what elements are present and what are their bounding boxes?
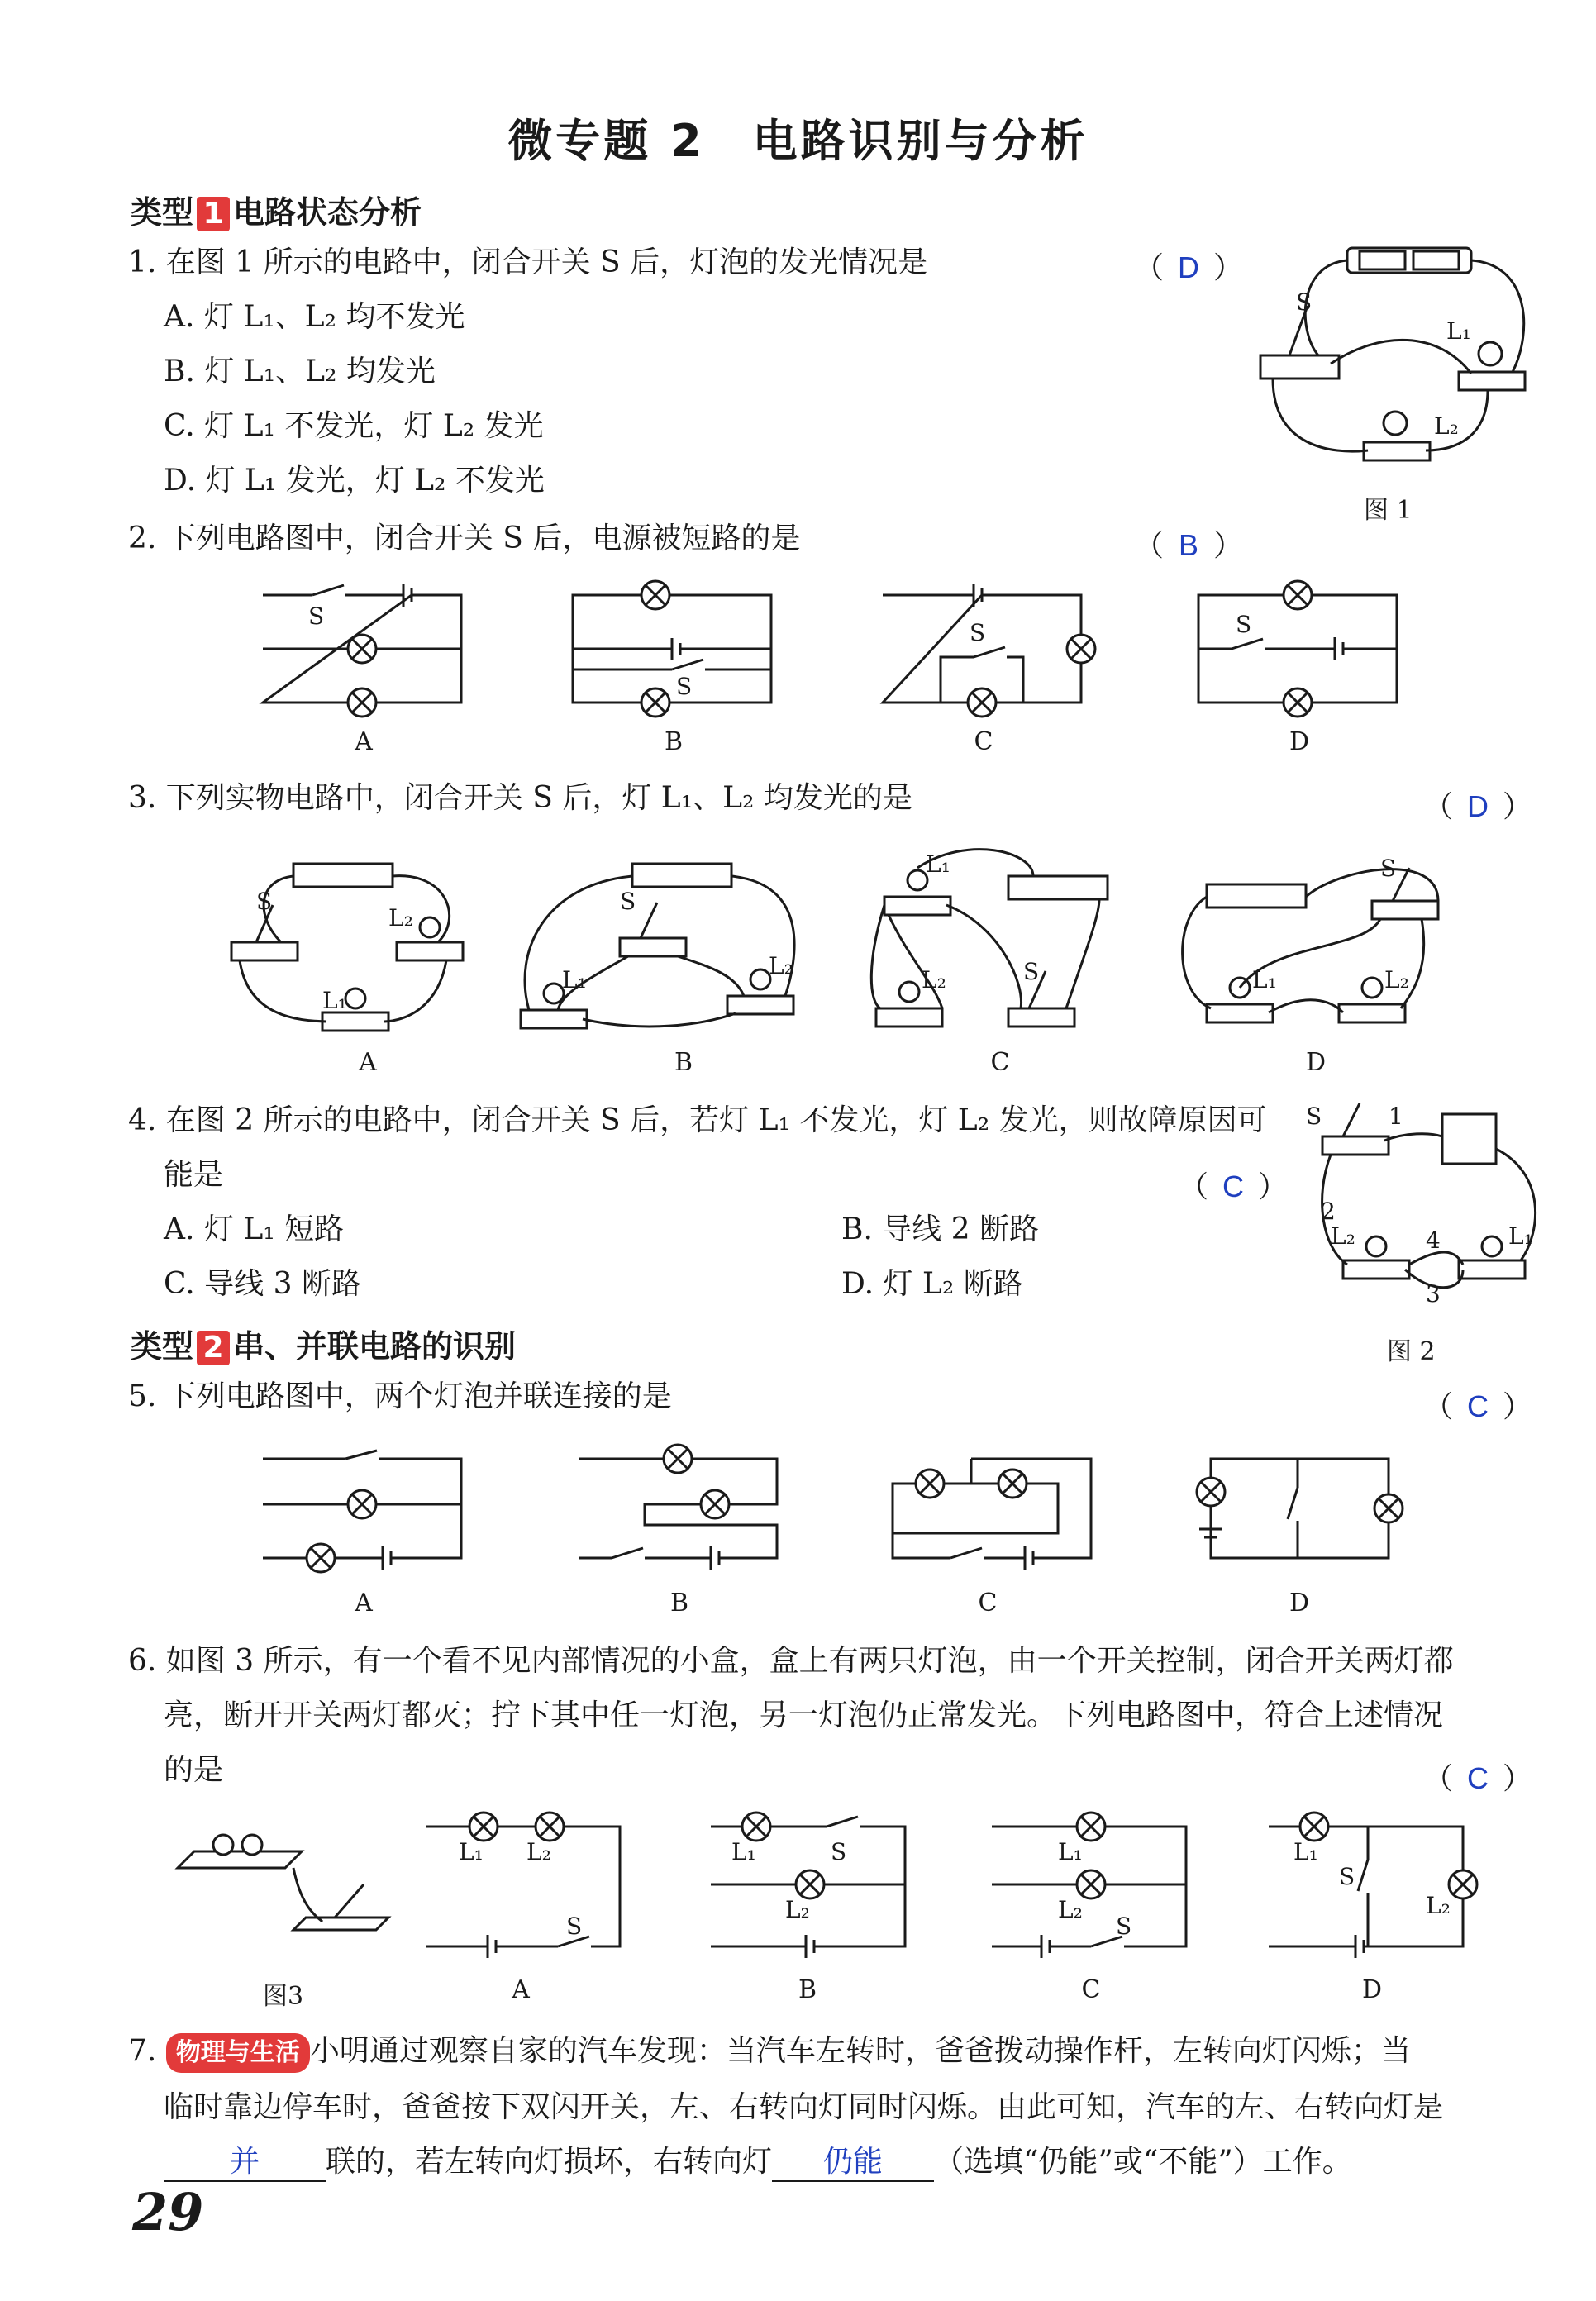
q6-stem-line2: 亮，断开开关两灯都灭；拧下其中任一灯泡，另一灯泡仍正常发光。下列电路图中，符合上述情况 <box>164 1698 1444 1732</box>
lamp-icon <box>1077 1813 1105 1841</box>
label-wire-3: 3 <box>1426 1280 1441 1308</box>
lamp-icon <box>348 635 376 663</box>
label-l1: L₁ <box>459 1838 484 1865</box>
label-l2: L₂ <box>769 952 793 979</box>
q4-answer: （ C ） <box>1179 1170 1289 1204</box>
type2-badge: 2 <box>197 1331 230 1365</box>
q4-option-b: B. 导线 2 断路 <box>841 1212 1040 1246</box>
q5-stem: 5. 下列电路图中，两个灯泡并联连接的是 <box>128 1379 672 1413</box>
q1-figure <box>1248 231 1537 496</box>
q5-answer: （ C ） <box>1423 1389 1533 1424</box>
label-l2: L₂ <box>1384 966 1409 993</box>
lamp-icon <box>536 1813 564 1841</box>
q5-circuit-c <box>893 1451 1099 1599</box>
lamp-icon <box>348 1490 376 1518</box>
q6-circuit-b <box>711 1822 909 1963</box>
q3-circuit-a <box>223 851 471 1050</box>
q2-caption-b: B <box>664 727 684 756</box>
q6-answer: （ C ） <box>1423 1761 1533 1796</box>
q2-caption-c: C <box>974 727 993 756</box>
label-l1: L₁ <box>322 987 347 1014</box>
label-s: S <box>256 888 273 915</box>
label-s: S <box>308 603 325 630</box>
q2-caption-a: A <box>355 727 373 756</box>
q6-stem-line1: 6. 如图 3 所示，有一个看不见内部情况的小盒，盒上有两只灯泡，由一个开关控制，闭合开关两灯都 <box>128 1644 1454 1678</box>
label-s: S <box>620 888 636 915</box>
label-l2: L₂ <box>1058 1896 1083 1923</box>
label-s: S <box>1236 611 1252 638</box>
lamp-icon <box>742 1813 770 1841</box>
label-s: S <box>1339 1863 1355 1890</box>
q1-option-b: B. 灯 L₁、L₂ 均发光 <box>164 355 436 388</box>
label-l2: L₂ <box>388 904 413 931</box>
label-wire-1: 1 <box>1389 1103 1403 1130</box>
q6-circuit-d <box>1269 1822 1467 1963</box>
fig3-caption: 图3 <box>263 1982 304 2011</box>
label-l1: L₁ <box>1252 966 1277 993</box>
q2-circuit-a <box>263 579 469 727</box>
q3-caption-a: A <box>359 1048 377 1077</box>
q6-caption-b: B <box>798 1975 817 2004</box>
lamp-icon <box>1284 581 1312 609</box>
lamp-icon <box>1284 688 1312 717</box>
label-l1: L₁ <box>1293 1838 1318 1865</box>
lamp-icon <box>1077 1870 1105 1898</box>
q3-caption-c: C <box>990 1048 1010 1077</box>
label-s: S <box>676 673 693 700</box>
label-l2: L₂ <box>922 966 946 993</box>
fig1-caption: 图 1 <box>1364 496 1413 525</box>
q5-caption-d: D <box>1289 1589 1310 1617</box>
label-s: S <box>566 1913 583 1940</box>
q6-figure-box <box>178 1835 393 1959</box>
lamp-icon <box>916 1470 944 1498</box>
battery-icon <box>1347 248 1471 273</box>
q2-circuit-b <box>573 579 779 727</box>
q1-option-a: A. 灯 L₁、L₂ 均不发光 <box>164 300 465 334</box>
label-s: S <box>1380 855 1397 882</box>
q4-option-a: A. 灯 L₁ 短路 <box>164 1212 345 1246</box>
q6-caption-c: C <box>1081 1975 1101 2004</box>
q3-circuit-d <box>1174 851 1446 1050</box>
q4-option-c: C. 导线 3 断路 <box>164 1267 361 1301</box>
q3-caption-b: B <box>674 1048 693 1077</box>
q3-circuit-c <box>868 835 1116 1050</box>
q7-line3: 并 联的，若左转向灯损坏，右转向灯 仍能 （选填“仍能”或“不能”）工作。 <box>164 2144 1352 2182</box>
q6-stem-line3: 的是 <box>164 1753 224 1787</box>
lamp-icon <box>1449 1870 1477 1898</box>
label-l2: L₂ <box>785 1896 810 1923</box>
q7-line1: 7. 物理与生活 小明通过观察自家的汽车发现：当汽车左转时，爸爸拨动操作杆，左转向灯闪烁；当 <box>128 2033 1411 2073</box>
lamp-icon <box>998 1470 1027 1498</box>
q4-stem-line1: 4. 在图 2 所示的电路中，闭合开关 S 后，若灯 L₁ 不发光，灯 L₂ 发光，则故障原因可 <box>128 1103 1267 1137</box>
q2-circuit-d <box>1198 579 1405 727</box>
q4-option-d: D. 灯 L₂ 断路 <box>841 1267 1023 1301</box>
q1-answer: （ D ） <box>1134 250 1244 285</box>
label-l2: L₂ <box>526 1838 551 1865</box>
q2-answer: （ B ） <box>1134 528 1244 563</box>
label-wire-2: 2 <box>1321 1198 1336 1225</box>
fig2-caption: 图 2 <box>1387 1337 1436 1366</box>
q4-stem-line2: 能是 <box>164 1158 224 1192</box>
q2-caption-d: D <box>1289 727 1310 756</box>
lamp-l2-icon <box>1364 412 1430 460</box>
label-s: S <box>1116 1913 1132 1940</box>
q5-circuit-b <box>579 1451 785 1599</box>
q2-stem: 2. 下列电路图中，闭合开关 S 后，电源被短路的是 <box>128 522 801 555</box>
q3-stem: 3. 下列实物电路中，闭合开关 S 后，灯 L₁、L₂ 均发光的是 <box>128 781 912 815</box>
q7-line2: 临时靠边停车时，爸爸按下双闪开关，左、右转向灯同时闪烁。由此可知，汽车的左、右转向灯是 <box>164 2090 1444 2124</box>
lamp-icon <box>796 1870 824 1898</box>
q6-circuit-a <box>426 1822 624 1963</box>
type1-badge: 1 <box>197 197 230 231</box>
label-s: S <box>970 619 986 646</box>
q5-caption-a: A <box>355 1589 373 1617</box>
q6-caption-a: A <box>512 1975 530 2004</box>
q5-circuit-d <box>1211 1451 1417 1599</box>
lamp-icon <box>701 1490 729 1518</box>
lamp-icon <box>664 1445 692 1473</box>
q6-circuit-c <box>992 1822 1190 1963</box>
q2-circuit-c <box>883 579 1089 727</box>
label-wire-4: 4 <box>1426 1227 1441 1254</box>
lamp-icon <box>348 688 376 717</box>
label-s: S <box>831 1838 847 1865</box>
fig1-label-l1: L₁ <box>1446 317 1471 345</box>
label-l1: L₁ <box>926 850 950 878</box>
q5-caption-c: C <box>978 1589 998 1617</box>
lamp-icon <box>1374 1494 1403 1522</box>
q1-option-d: D. 灯 L₁ 发光，灯 L₂ 不发光 <box>164 464 545 498</box>
q7-blank-2: 仍能 <box>772 2144 934 2182</box>
lamp-icon <box>1197 1478 1225 1506</box>
q3-circuit-b <box>512 851 810 1050</box>
q6-caption-d: D <box>1361 1975 1383 2004</box>
lamp-icon <box>641 688 669 717</box>
q5-caption-b: B <box>669 1589 689 1617</box>
q5-circuit-a <box>263 1451 469 1599</box>
q1-option-c: C. 灯 L₁ 不发光，灯 L₂ 发光 <box>164 409 544 443</box>
fig1-label-l2: L₂ <box>1434 412 1459 440</box>
label-l2: L₂ <box>1331 1222 1355 1250</box>
label-l1: L₁ <box>1508 1222 1533 1250</box>
fig1-label-s: S <box>1296 288 1313 316</box>
lamp-icon <box>307 1544 335 1572</box>
life-badge: 物理与生活 <box>166 2033 310 2073</box>
type1-heading: 类型 1 电路状态分析 <box>131 194 422 231</box>
label-l2: L₂ <box>1426 1892 1451 1919</box>
page-title: 微专题 2 电路识别与分析 <box>507 115 1089 167</box>
page-number: 29 <box>132 2182 204 2242</box>
label-l1: L₁ <box>1058 1838 1083 1865</box>
label-l1: L₁ <box>562 966 587 993</box>
q3-caption-d: D <box>1305 1048 1327 1077</box>
lamp-icon <box>1067 635 1095 663</box>
label-l1: L₁ <box>731 1838 756 1865</box>
q3-answer: （ D ） <box>1423 789 1533 824</box>
lamp-icon <box>641 581 669 609</box>
q4-figure <box>1306 1099 1546 1314</box>
switch-icon <box>1260 306 1339 379</box>
q7-blank-1: 并 <box>164 2144 326 2182</box>
lamp-icon <box>1300 1813 1328 1841</box>
lamp-icon <box>968 688 996 717</box>
label-s: S <box>1023 958 1040 985</box>
label-s: S <box>1306 1103 1322 1130</box>
lamp-icon <box>469 1813 498 1841</box>
q1-stem: 1. 在图 1 所示的电路中，闭合开关 S 后，灯泡的发光情况是 <box>128 245 928 279</box>
type2-heading: 类型 2 串、并联电路的识别 <box>131 1328 517 1365</box>
